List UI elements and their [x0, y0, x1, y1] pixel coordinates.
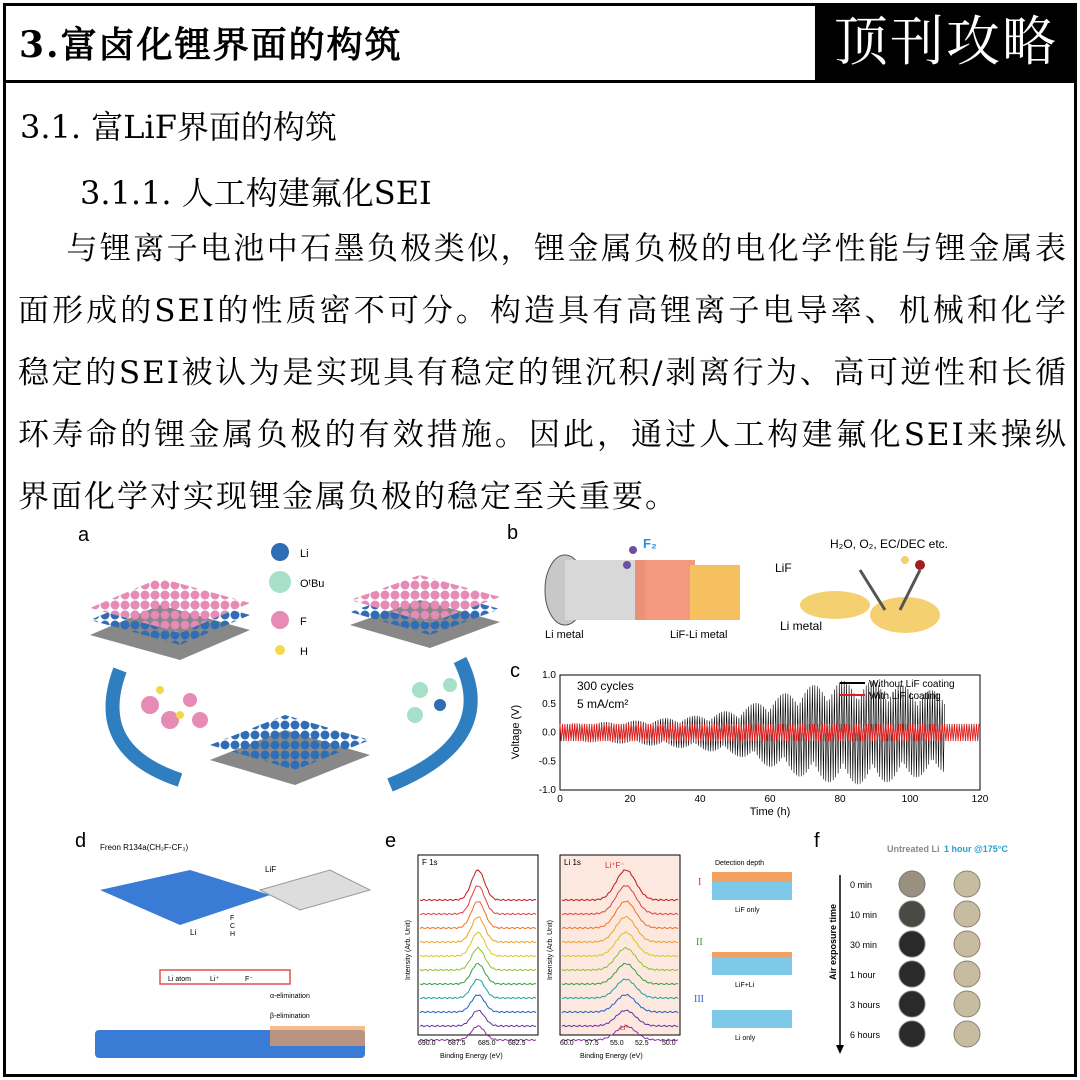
environment-label: H₂O, O₂, EC/DEC etc. — [830, 537, 949, 551]
panel-d-label: d — [75, 830, 87, 852]
x1-tick-1: 687.5 — [448, 1040, 466, 1047]
stack-bottom — [210, 715, 370, 785]
panel-e — [380, 830, 810, 1065]
current-note: 5 mA/cm² — [577, 697, 629, 711]
legend-without: Without LiF coating — [869, 679, 955, 690]
treated-coin-0 — [954, 871, 980, 897]
legend-otbu: OᵗBu — [300, 578, 325, 590]
x-tick-0: 0 — [557, 794, 563, 805]
panel-f-figure — [812, 830, 1012, 1065]
body-paragraph — [18, 218, 1068, 528]
time-label-3: 1 hour — [850, 970, 876, 980]
layer-label-1: LiF only — [735, 907, 760, 914]
x-tick-6: 120 — [971, 794, 989, 805]
x-tick-2: 40 — [694, 794, 706, 805]
li1s-label: Li 1s — [564, 858, 581, 867]
panel-d — [70, 830, 380, 1065]
y-tick-4: 1.0 — [542, 670, 556, 681]
layer2-li — [712, 957, 792, 975]
paragraph-text: 与锂离子电池中石墨负极类似，锂金属负极的电化学性能与锂金属表面形成的SEI的性质密不可分。构造具有高锂离子电导率、机械和化学稳定的SEI被认为是实现具有稳定的锂沉积/剥离行为、高可逆性和长循环寿命的锂金属负极的有效措施。因此，通过人工构建氟化SEI来操纵界面化学对实现锂金属负极的稳定至关重要。 — [18, 231, 1068, 515]
panel-b — [505, 520, 990, 660]
y-tick-3: 0.5 — [542, 698, 556, 710]
legend-f: F — [300, 616, 307, 628]
y-tick-0: -1.0 — [538, 785, 556, 796]
subsection-heading: 3.1. 富LiF界面的构筑 — [20, 108, 337, 146]
time-label-0: 0 min — [850, 880, 873, 890]
li-slab-label: Li — [190, 928, 197, 937]
panel-e-label: e — [385, 830, 397, 852]
treated-coin-5 — [954, 1021, 980, 1047]
header-bar — [3, 3, 1077, 83]
freon-label: Freon R134a(CH₂F-CF₃) — [100, 843, 189, 852]
y-axis-label: Voltage (V) — [510, 704, 522, 760]
stack-right — [350, 575, 500, 648]
lif-slab-label: LiF — [265, 865, 277, 874]
key-c: C — [230, 923, 236, 930]
untreated-coin-0 — [899, 871, 925, 897]
alpha-elimination: α-elimination — [270, 993, 310, 1000]
level-2: II — [696, 937, 703, 948]
section-title: 3.富卤化锂界面的构筑 — [19, 24, 403, 66]
col-treated: 1 hour @175°C — [944, 844, 1008, 854]
panel-f-label: f — [814, 830, 820, 852]
x-tick-3: 60 — [764, 794, 776, 805]
xlabel-1: Binding Energy (eV) — [440, 1053, 503, 1060]
legend-h-dot — [275, 645, 285, 655]
treated-coin-3 — [954, 961, 980, 987]
molecules-right — [407, 678, 457, 723]
panel-a-label: a — [78, 524, 90, 546]
lif-mark: Li⁺F⁻ — [605, 861, 625, 870]
legend-otbu-dot — [269, 571, 291, 593]
li-foil — [565, 560, 645, 620]
panel-b-label: b — [507, 522, 519, 544]
detection-depth: Detection depth — [715, 860, 765, 867]
x2-tick-3: 52.5 — [635, 1040, 649, 1047]
x1-tick-2: 685.0 — [478, 1040, 496, 1047]
atom-li: Li atom — [168, 976, 191, 983]
col-untreated: Untreated Li — [887, 844, 940, 854]
lif-disk — [800, 591, 870, 619]
layer1-lif — [712, 872, 792, 882]
x2-tick-2: 55.0 — [610, 1040, 624, 1047]
untreated-coin-3 — [899, 961, 925, 987]
x-axis-label: Time (h) — [749, 806, 791, 818]
li0-mark: Li⁰ — [620, 1025, 629, 1032]
lif-li-metal-label: LiF-Li metal — [670, 629, 728, 641]
legend-li: Li — [300, 548, 309, 560]
panel-e-figure — [380, 830, 810, 1065]
layer2-lif — [712, 952, 792, 957]
atom-f-ion: F⁻ — [245, 976, 253, 983]
panel-a — [60, 520, 510, 820]
panel-b-figure — [505, 520, 990, 660]
time-label-1: 10 min — [850, 910, 878, 920]
panel-a-figure — [60, 520, 510, 820]
legend-h: H — [300, 646, 308, 658]
molecules-left — [141, 686, 208, 729]
layer-label-3: Li only — [735, 1035, 756, 1042]
lif-slab — [260, 870, 370, 910]
untreated-coin-4 — [899, 991, 925, 1017]
untreated-coin-5 — [899, 1021, 925, 1047]
ylabel-2: Intensity (Arb. Unit) — [547, 920, 554, 980]
time-label-2: 30 min — [850, 940, 878, 950]
layer3-li — [712, 1010, 792, 1028]
x1-tick-3: 682.5 — [508, 1040, 526, 1047]
ylabel-1: Intensity (Arb. Unit) — [405, 920, 412, 980]
panel-c — [505, 660, 995, 820]
x1-tick-0: 690.0 — [418, 1040, 436, 1047]
air-exposure-label: Air exposure time — [828, 903, 838, 980]
x-tick-5: 100 — [901, 794, 919, 805]
level-3: III — [694, 994, 704, 1005]
untreated-coin-2 — [899, 931, 925, 957]
cycle-arrow-right — [390, 660, 471, 785]
y-tick-2: 0.0 — [542, 727, 556, 739]
subsubsection-heading: 3.1.1. 人工构建氟化SEI — [80, 174, 432, 212]
li1s-frame — [560, 855, 680, 1035]
layer1-li — [712, 882, 792, 900]
f1s-frame — [418, 855, 538, 1035]
atom-li-ion: Li⁺ — [210, 976, 220, 983]
y-tick-1: -0.5 — [538, 756, 556, 768]
legend-li-dot — [271, 543, 289, 561]
x2-tick-4: 50.0 — [662, 1040, 676, 1047]
panel-d-figure — [70, 830, 380, 1065]
key-h: H — [230, 931, 236, 938]
x-tick-1: 20 — [624, 794, 636, 805]
lif-label: LiF — [775, 561, 792, 575]
brand-badge: 顶刊攻略 — [815, 3, 1077, 80]
li-metal-label: Li metal — [545, 629, 584, 641]
level-1: I — [698, 877, 702, 888]
legend-f-dot — [271, 611, 289, 629]
panel-c-label: c — [510, 660, 520, 682]
treated-coin-2 — [954, 931, 980, 957]
legend-with: With LiF coating — [869, 691, 941, 702]
cycles-note: 300 cycles — [577, 679, 634, 693]
layer-label-2: LiF+Li — [735, 982, 755, 989]
li-slab — [100, 870, 270, 925]
x-tick-4: 80 — [834, 794, 846, 805]
treated-coin-4 — [954, 991, 980, 1017]
lif-layer — [270, 1026, 365, 1046]
lif-foil — [690, 565, 740, 620]
xlabel-2: Binding Energy (eV) — [580, 1053, 643, 1060]
stack-left — [90, 578, 250, 660]
key-f: F — [230, 915, 235, 922]
f2-label: F₂ — [643, 536, 657, 551]
x2-tick-1: 57.5 — [585, 1040, 599, 1047]
time-label-4: 3 hours — [850, 1000, 881, 1010]
untreated-coin-1 — [899, 901, 925, 927]
treated-coin-1 — [954, 901, 980, 927]
fluorination-zone — [635, 560, 695, 620]
voltage-chart — [505, 660, 995, 820]
li-metal-label-2: Li metal — [780, 619, 823, 633]
f1s-label: F 1s — [422, 858, 438, 867]
beta-elimination: β-elimination — [270, 1013, 310, 1020]
x2-tick-0: 60.0 — [560, 1040, 574, 1047]
panel-f — [812, 830, 1012, 1065]
time-label-5: 6 hours — [850, 1030, 881, 1040]
